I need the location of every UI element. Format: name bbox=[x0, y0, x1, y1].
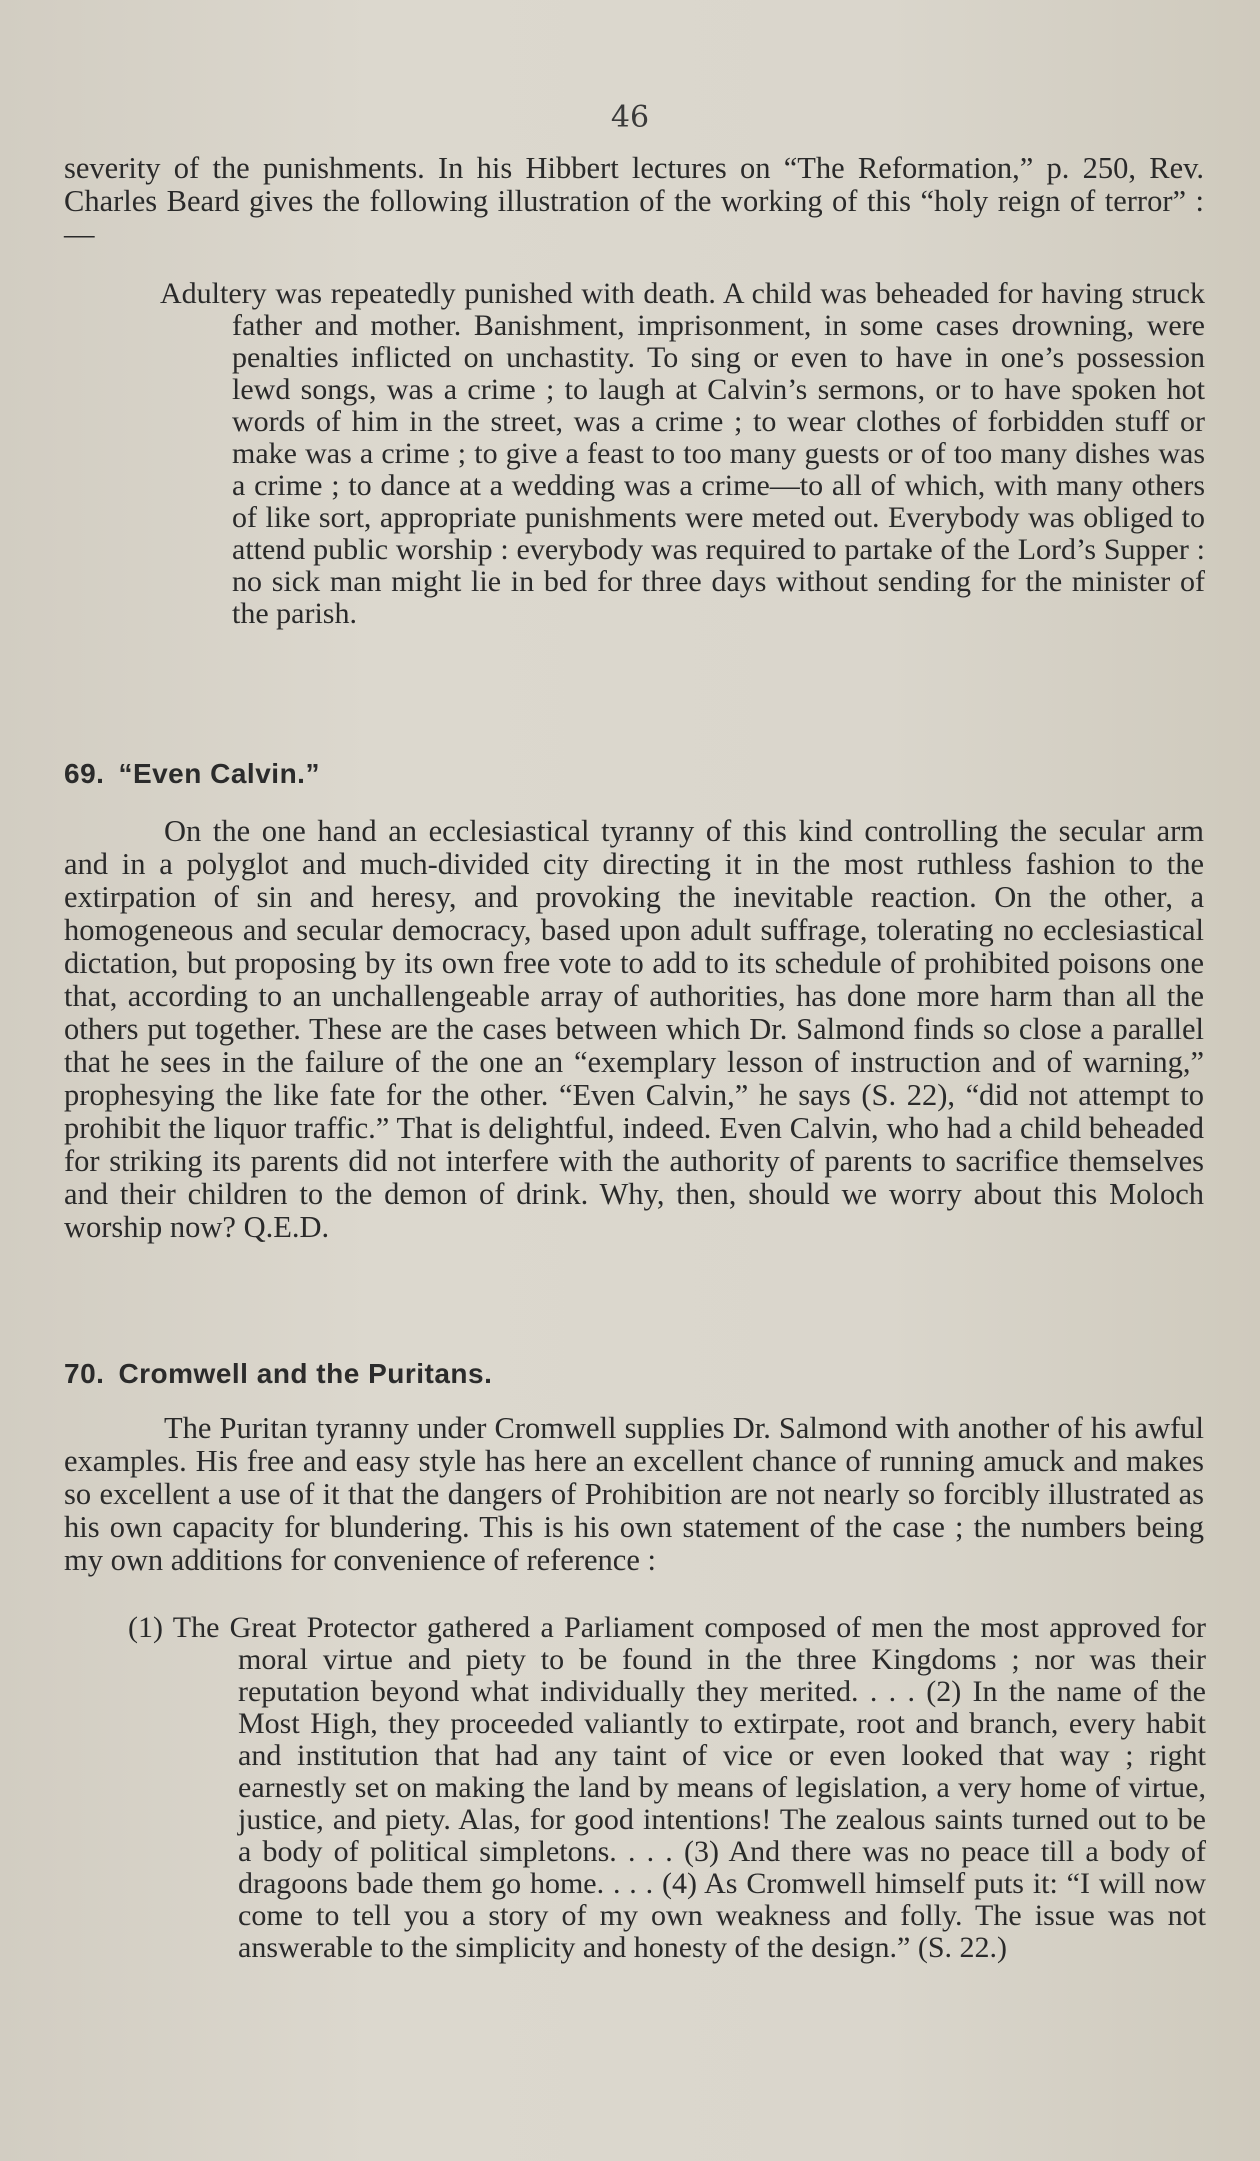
section-69-text: On the one hand an ecclesiastical tyranny of this kind controlling the secular arm and in a polyglot and much-divided city directing it in the most ruthless fashion to the extirpation of sin and heresy, and provoking the inevitable reaction. On the other, a homogeneous and secular democracy, based upon adult suffrage, tolerating no ecclesiastical dictation, but proposing by its own free vote to add to its schedule of prohibited poisons one that, according to an unchallengeable array of authorities, has done more harm than all the others put together. These are the cases between which Dr. Salmond finds so close a parallel that he sees in the failure of the one an “exemplary lesson of instruction and of warning,” prophesying the like fate for the other. “Even Calvin,” he says (S. 22), “did not attempt to prohibit the liquor traffic.” That is delightful, indeed. Even Calvin, who had a child beheaded for striking its parents did not interfere with the authority of parents to sacrifice themselves and their children to the demon of drink. Why, then, should we worry about this Moloch worship now? Q.E.D. bbox=[64, 814, 1204, 1244]
section-69-heading bbox=[64, 758, 320, 790]
calvin-quote-text: Adultery was repeatedly punished with death. A child was beheaded for having struck father and mother. Banishment, imprisonment, in some cases drowning, were penalties inflicted on unchastity. To sing or even to have in one’s possession lewd songs, was a crime ; to laugh at Calvin’s sermons, or to have spoken hot words of him in the street, was a crime ; to wear clothes of forbidden stuff or make was a crime ; to give a feast to too many guests or of too many dishes was a crime ; to dance at a wedding was a crime—to all of which, with many others of like sort, appropriate punishments were meted out. Everybody was obliged to attend public worship : everybody was required to partake of the Lord’s Supper : no sick man might lie in bed for three days without sending for the minister of the parish. bbox=[160, 277, 1205, 630]
calvin-quote bbox=[160, 278, 1205, 630]
page-number: 46 bbox=[610, 100, 650, 135]
section-69-title: “Even Calvin.” bbox=[118, 758, 320, 789]
intro-paragraph bbox=[64, 152, 1204, 251]
section-70-body bbox=[64, 1412, 1204, 1577]
cromwell-quote bbox=[128, 1612, 1206, 1964]
section-69-number: 69. bbox=[64, 758, 105, 789]
section-70-text: The Puritan tyranny under Cromwell supplies Dr. Salmond with another of his awful examples. His free and easy style has here an excellent chance of running amuck and makes so excellent a use of it that the dangers of Prohibition are not nearly so forcibly illustrated as his own capacity for blundering. This is his own statement of the case ; the numbers being my own additions for convenience of reference : bbox=[64, 1411, 1204, 1577]
section-70-title: Cromwell and the Puritans. bbox=[118, 1358, 493, 1389]
section-70-number: 70. bbox=[64, 1358, 105, 1389]
cromwell-quote-text: (1) The Great Protector gathered a Parliament composed of men the most approved for moral virtue and piety to be found in the three Kingdoms ; nor was their reputation beyond what individually they merited. . . . (2) In the name of the Most High, they proceeded valiantly to extirpate, root and branch, every habit and institution that had any taint of vice or even looked that way ; right earnestly set on making the land by means of legislation, a very home of virtue, justice, and piety. Alas, for good intentions! The zealous saints turned out to be a body of political simpletons. . . . (3) And there was no peace till a body of dragoons bade them go home. . . . (4) As Cromwell himself puts it: “I will now come to tell you a story of my own weakness and folly. The issue was not answerable to the simplicity and honesty of the design.” (S. 22.) bbox=[128, 1611, 1206, 1964]
intro-text: severity of the punishments. In his Hibbert lectures on “The Reformation,” p. 250, Rev. Charles Beard gives the following illustration of the working of this “holy reign of terror” :— bbox=[64, 151, 1204, 251]
section-70-heading bbox=[64, 1358, 492, 1390]
section-69-body bbox=[64, 815, 1204, 1244]
